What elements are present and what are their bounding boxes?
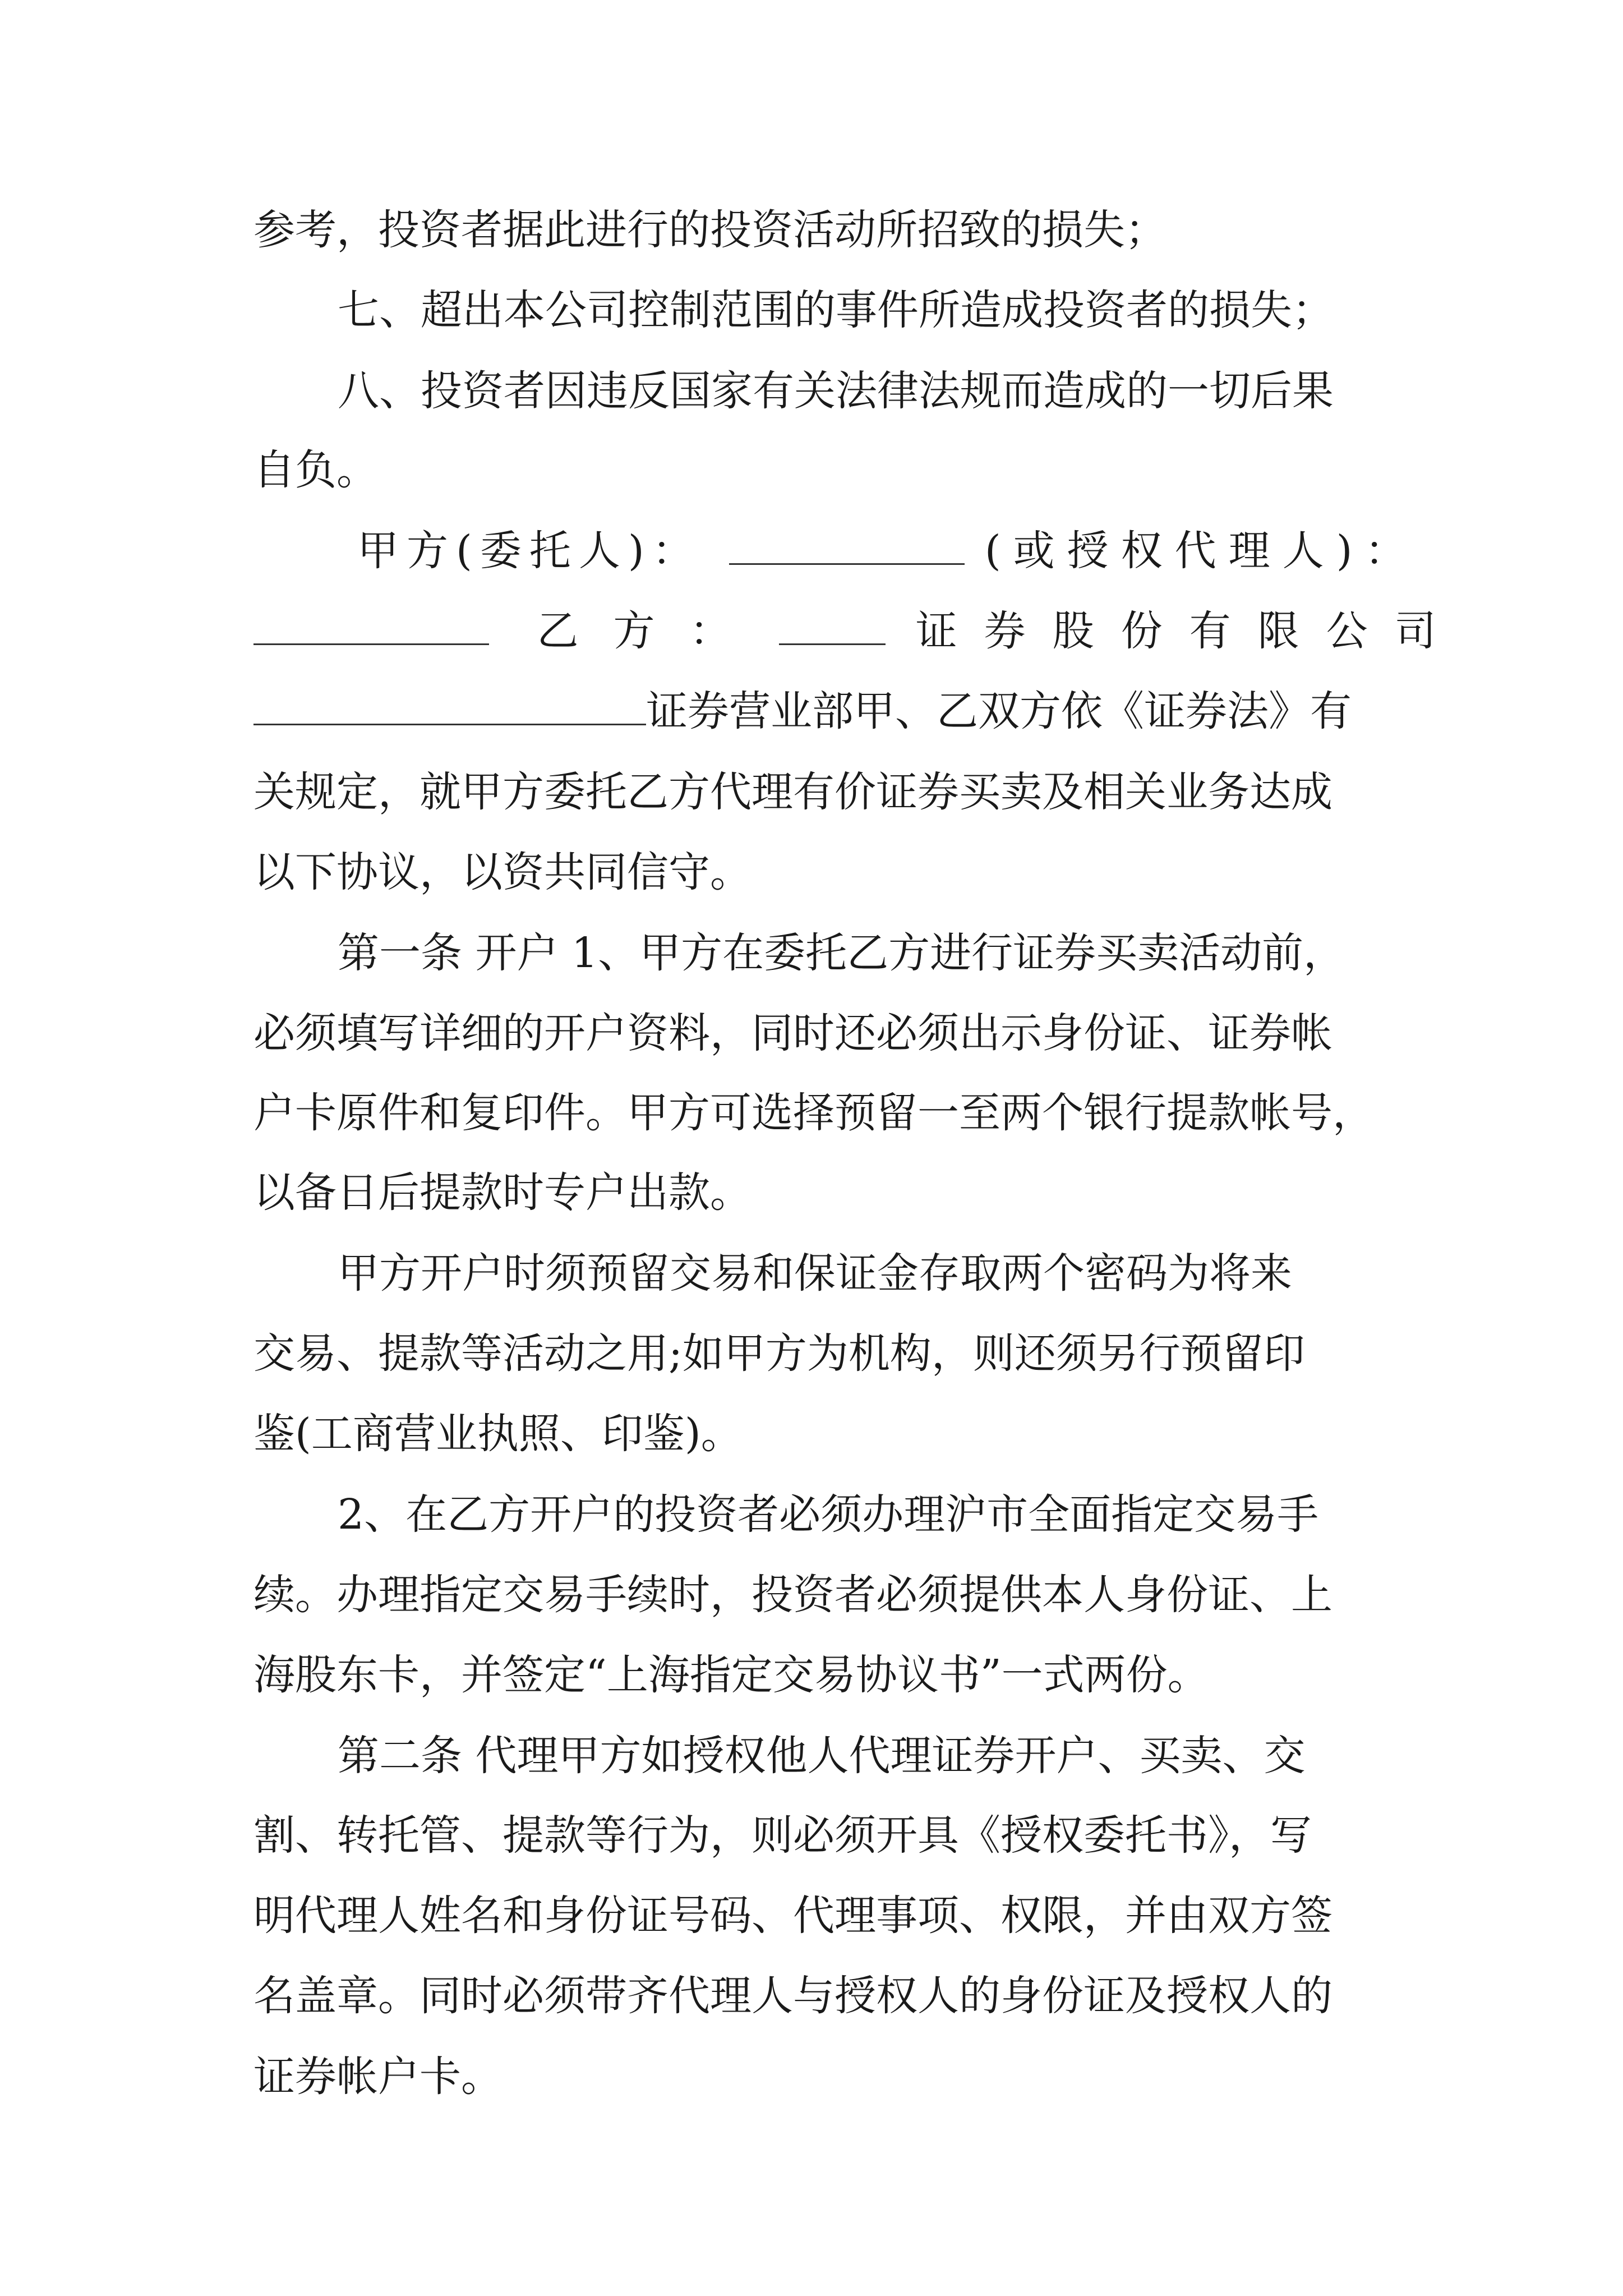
- text-line: 以下协议，以资共同信守。: [253, 848, 751, 896]
- party-b-line: [253, 592, 1463, 670]
- text-line: 续。办理指定交易手续时，投资者必须提供本人身份证、上: [253, 1571, 1332, 1619]
- party-b-blank-2: [779, 604, 886, 645]
- text-line: 证券帐户卡。: [253, 2053, 502, 2101]
- text-line: 自负。: [253, 446, 378, 494]
- party-a-label: 甲方(委托人)：: [357, 527, 702, 575]
- text-line: 名盖章。同时必须带齐代理人与授权人的身份证及授权人的: [253, 1972, 1332, 2020]
- branch-line: [253, 672, 1384, 751]
- text-line: 2、在乙方开户的投资者必须办理沪市全面指定交易手: [338, 1490, 1319, 1539]
- text-line: 以备日后提款时专户出款。: [253, 1168, 751, 1217]
- text-line: 割、转托管、提款等行为，则必须开具《授权委托书》，写: [253, 1811, 1312, 1860]
- agent-label: (或授权代理人)：: [984, 527, 1419, 575]
- text-line: 八、投资者因违反国家有关法律法规而造成的一切后果: [338, 367, 1334, 415]
- securities-company: 证券股份有限公司: [915, 607, 1463, 655]
- party-b-label: 乙方：: [537, 607, 766, 655]
- text-line: 参考，投资者据此进行的投资活动所招致的损失；: [253, 206, 1166, 254]
- text-line: 甲方开户时须预留交易和保证金存取两个密码为将来: [338, 1249, 1292, 1297]
- text-line: 户卡原件和复印件。甲方可选择预留一至两个银行提款帐号，: [253, 1089, 1374, 1137]
- text-line: 明代理人姓名和身份证号码、代理事项、权限，并由双方签: [253, 1892, 1332, 1940]
- party-a-line: [253, 512, 1419, 590]
- text-line: 鉴(工商营业执照、印鉴)。: [253, 1410, 743, 1458]
- text-line: 七、超出本公司控制范围的事件所造成投资者的损失；: [338, 286, 1334, 334]
- text-line: 关规定，就甲方委托乙方代理有价证券买卖及相关业务达成: [253, 768, 1332, 816]
- party-a-blank: [729, 524, 965, 565]
- party-b-blank-1: [253, 604, 489, 645]
- article-2-line: 第二条 代理甲方如授权他人代理证券开户、买卖、交: [338, 1732, 1306, 1780]
- article-1-line: 第一条 开户 1、甲方在委托乙方进行证券买卖活动前，: [338, 929, 1345, 977]
- branch-text: 证券营业部甲、乙双方依《证券法》有: [646, 687, 1352, 735]
- text-line: 必须填写详细的开户资料，同时还必须出示身份证、证券帐: [253, 1009, 1332, 1057]
- branch-blank: [253, 684, 646, 725]
- text-line: 交易、提款等活动之用;如甲方为机构，则还须另行预留印: [253, 1329, 1305, 1378]
- text-line: 海股东卡，并签定“上海指定交易协议书”一式两份。: [253, 1651, 1209, 1699]
